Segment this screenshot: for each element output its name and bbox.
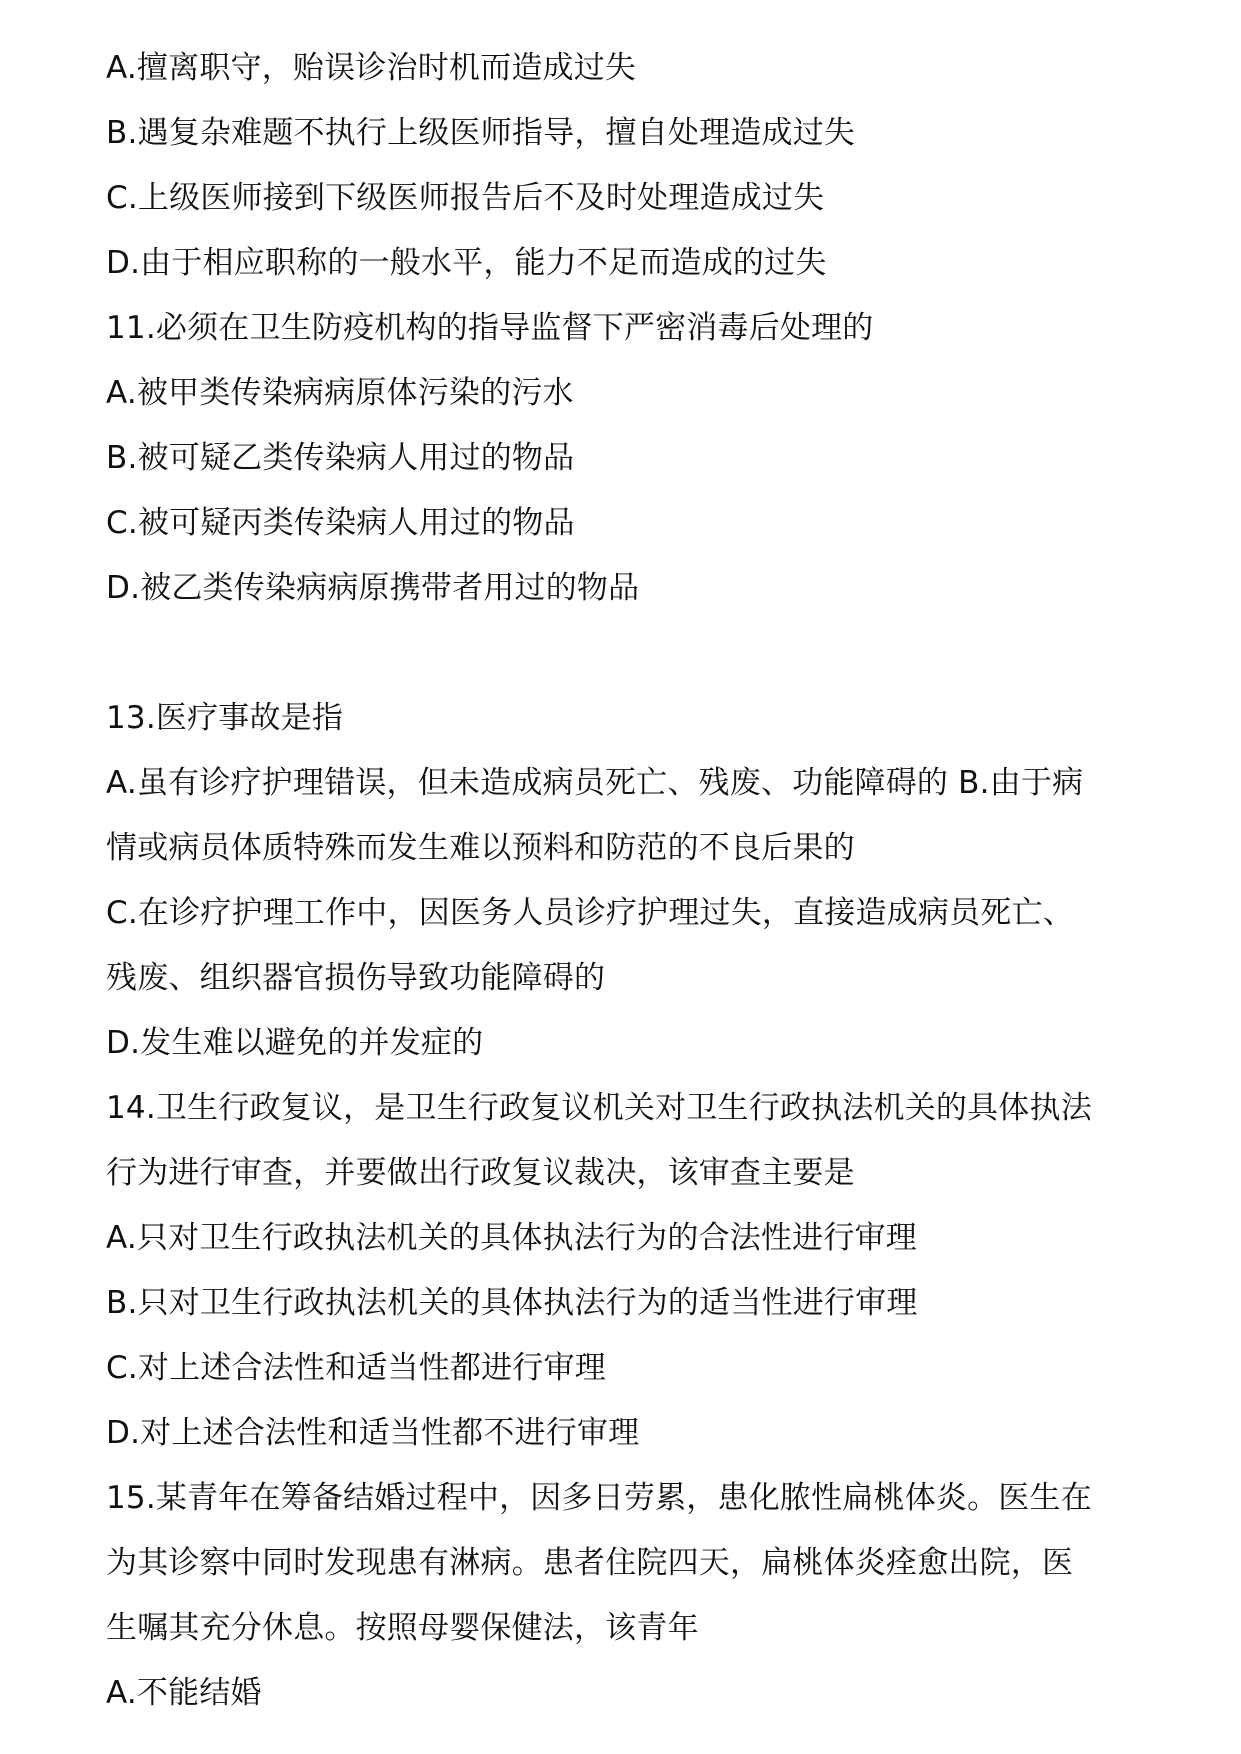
q14-option-d: D.对上述合法性和适当性都不进行审理 bbox=[106, 1415, 640, 1451]
q14-option-a: A.只对卫生行政执法机关的具体执法行为的合法性进行审理 bbox=[106, 1220, 917, 1256]
q13-option-b-cont: 情或病员体质特殊而发生难以预料和防范的不良后果的 bbox=[106, 830, 855, 866]
q11-option-b: B.被可疑乙类传染病人用过的物品 bbox=[106, 440, 575, 476]
q15-question-cont-1: 为其诊察中同时发现患有淋病。患者住院四天，扁桃体炎痊愈出院，医 bbox=[106, 1545, 1074, 1581]
blank-line bbox=[106, 621, 1156, 686]
q13-option-c: C.在诊疗护理工作中，因医务人员诊疗护理过失，直接造成病员死亡、 bbox=[106, 895, 1074, 931]
q15-option-a: A.不能结婚 bbox=[106, 1675, 262, 1711]
q14-option-b: B.只对卫生行政执法机关的具体执法行为的适当性进行审理 bbox=[106, 1285, 918, 1321]
q15-question: 15.某青年在筹备结婚过程中，因多日劳累，患化脓性扁桃体炎。医生在 bbox=[106, 1480, 1092, 1516]
q11-option-d: D.被乙类传染病病原携带者用过的物品 bbox=[106, 570, 640, 606]
q10-option-d: D.由于相应职称的一般水平，能力不足而造成的过失 bbox=[106, 245, 827, 281]
q13-option-a-b: A.虽有诊疗护理错误，但未造成病员死亡、残废、功能障碍的 B.由于病 bbox=[106, 765, 1084, 801]
q14-question: 14.卫生行政复议，是卫生行政复议机关对卫生行政执法机关的具体执法 bbox=[106, 1090, 1092, 1126]
q10-option-c: C.上级医师接到下级医师报告后不及时处理造成过失 bbox=[106, 180, 825, 216]
q11-option-c: C.被可疑丙类传染病人用过的物品 bbox=[106, 505, 575, 541]
q15-question-cont-2: 生嘱其充分休息。按照母婴保健法，该青年 bbox=[106, 1610, 699, 1646]
q10-option-a: A.擅离职守，贻误诊治时机而造成过失 bbox=[106, 50, 637, 86]
q14-option-c: C.对上述合法性和适当性都进行审理 bbox=[106, 1350, 606, 1386]
q13-option-c-cont: 残废、组织器官损伤导致功能障碍的 bbox=[106, 960, 606, 996]
q13-option-d: D.发生难以避免的并发症的 bbox=[106, 1025, 484, 1061]
document-page bbox=[106, 36, 1156, 1726]
q14-question-cont: 行为进行审查，并要做出行政复议裁决，该审查主要是 bbox=[106, 1155, 855, 1191]
q11-question: 11.必须在卫生防疫机构的指导监督下严密消毒后处理的 bbox=[106, 310, 874, 346]
q10-option-b: B.遇复杂难题不执行上级医师指导，擅自处理造成过失 bbox=[106, 115, 856, 151]
q13-question: 13.医疗事故是指 bbox=[106, 700, 344, 736]
q11-option-a: A.被甲类传染病病原体污染的污水 bbox=[106, 375, 574, 411]
